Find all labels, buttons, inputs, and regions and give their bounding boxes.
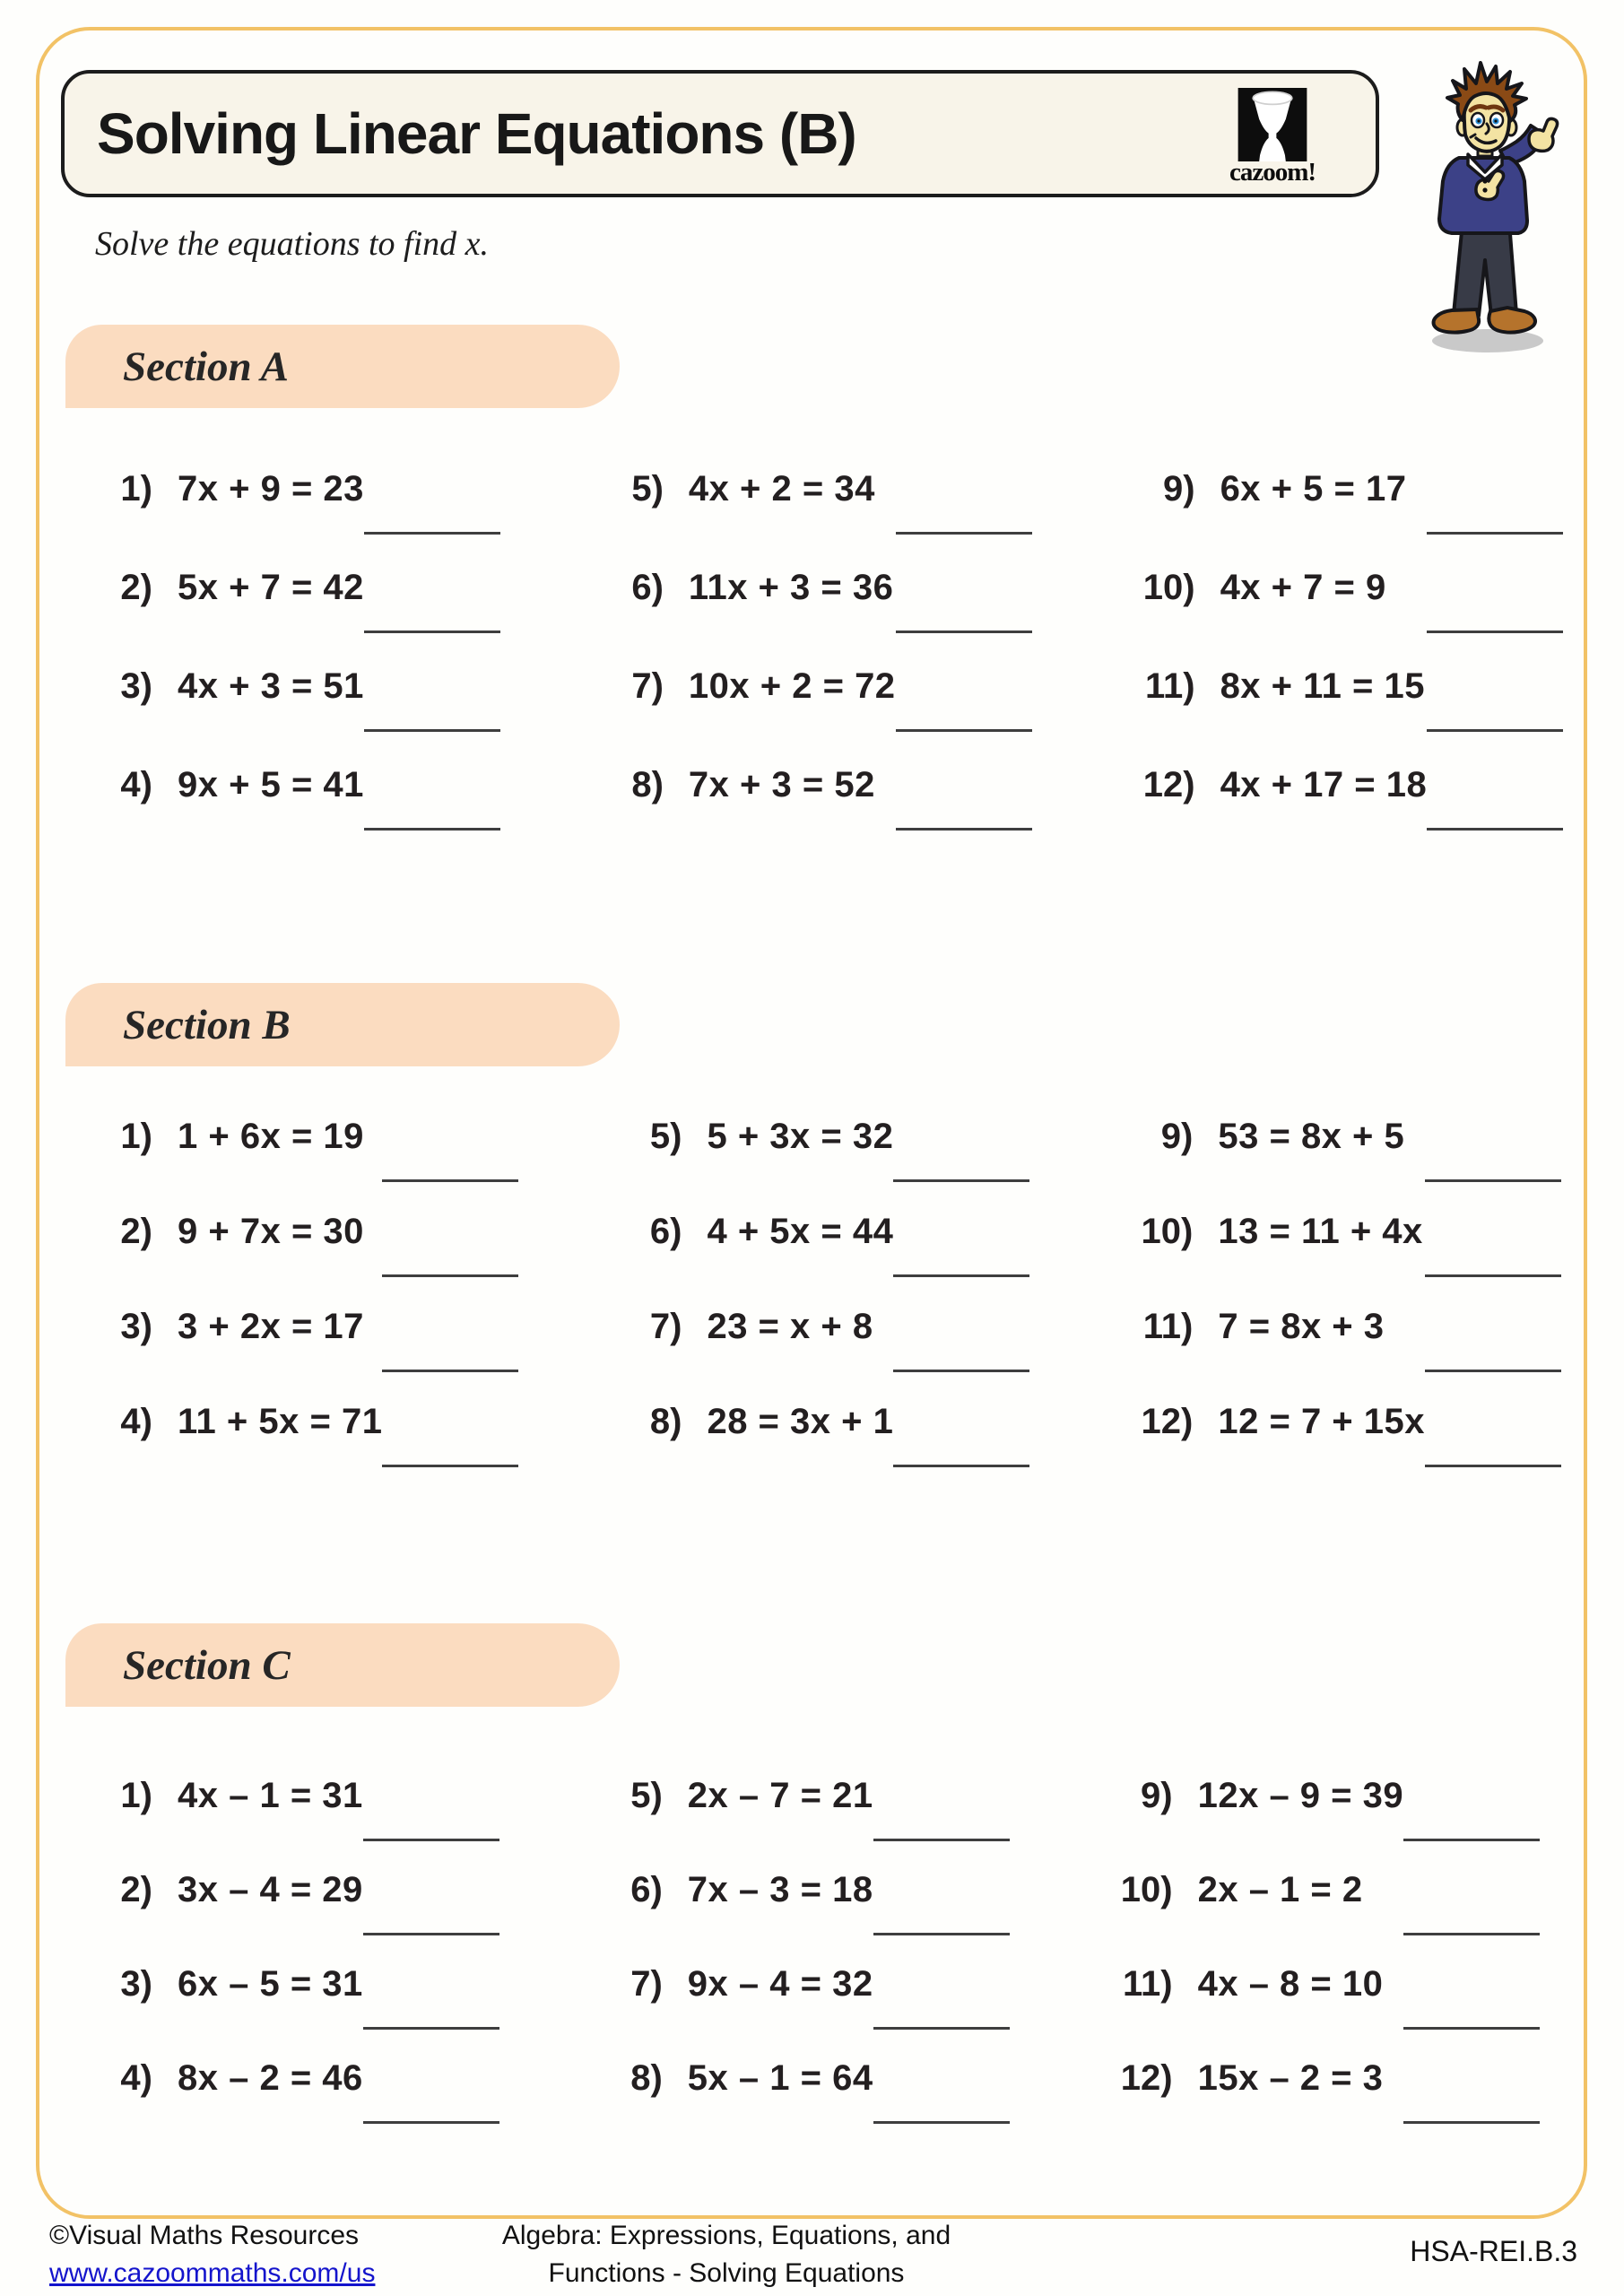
problem-equation: 4x – 8 = 10 xyxy=(1197,1964,1384,2004)
instruction-text: Solve the equations to find x. xyxy=(95,225,490,263)
problem-item xyxy=(610,758,1070,857)
answer-line xyxy=(363,1774,499,1841)
answer-line xyxy=(1403,1868,1540,1935)
problem-number: 2) xyxy=(120,568,152,607)
answer-line xyxy=(364,763,500,831)
title-box xyxy=(61,70,1379,197)
problem-equation: 8x + 11 = 15 xyxy=(1220,666,1426,706)
problem-item xyxy=(1139,1109,1599,1205)
problem-number: 12) xyxy=(1141,1402,1194,1441)
answer-line xyxy=(1425,1210,1561,1277)
problem-equation: 12x – 9 = 39 xyxy=(1197,1776,1404,1815)
problem-item xyxy=(1142,561,1602,659)
problem-number: 5) xyxy=(649,1117,682,1156)
section-b-label: Section B xyxy=(123,1001,291,1048)
answer-line xyxy=(893,1400,1029,1467)
problem-equation: 53 = 8x + 5 xyxy=(1218,1117,1405,1156)
answer-line xyxy=(896,467,1032,535)
problem-equation: 11 + 5x = 71 xyxy=(178,1402,383,1441)
problem-item xyxy=(99,1395,556,1490)
problem-equation: 6x + 5 = 17 xyxy=(1220,469,1407,509)
problem-number: 3) xyxy=(120,1307,152,1346)
problem-item xyxy=(609,2051,1047,2145)
problem-item xyxy=(609,1769,1047,1863)
problem-item xyxy=(628,1205,1067,1300)
answer-line xyxy=(873,1774,1010,1841)
answer-line xyxy=(382,1115,518,1182)
problem-number: 10) xyxy=(1142,568,1195,607)
section-b-header xyxy=(65,983,620,1066)
problem-item xyxy=(609,1957,1047,2051)
problem-item xyxy=(1139,1395,1599,1490)
answer-line xyxy=(1425,1400,1561,1467)
problem-equation: 9x – 4 = 32 xyxy=(687,1964,873,2004)
answer-line xyxy=(1425,1305,1561,1372)
problem-item xyxy=(99,1205,556,1300)
footer-attribution xyxy=(49,2217,375,2292)
problem-item xyxy=(1119,1957,1578,2051)
copyright-text: ©Visual Maths Resources xyxy=(49,2221,360,2250)
problem-item xyxy=(99,462,538,561)
problem-equation: 7x + 3 = 52 xyxy=(688,765,875,804)
problem-item xyxy=(99,561,538,659)
answer-line xyxy=(382,1400,518,1467)
problem-equation: 3x – 4 = 29 xyxy=(178,1870,363,1909)
problem-equation: 5 + 3x = 32 xyxy=(707,1117,894,1156)
section-a-problems xyxy=(99,462,1569,857)
problem-item xyxy=(99,758,538,857)
problem-number: 5) xyxy=(631,469,664,509)
answer-line xyxy=(893,1305,1029,1372)
problem-item xyxy=(610,462,1070,561)
answer-line xyxy=(1427,665,1563,732)
topic-line-1: Algebra: Expressions, Equations, and xyxy=(501,2221,951,2250)
problem-number: 7) xyxy=(631,666,664,706)
problem-equation: 9 + 7x = 30 xyxy=(178,1212,364,1251)
answer-line xyxy=(1427,763,1563,831)
problem-equation: 13 = 11 + 4x xyxy=(1218,1212,1423,1251)
answer-line xyxy=(896,566,1032,633)
answer-line xyxy=(873,1962,1010,2030)
problem-item xyxy=(99,2051,537,2145)
problem-item xyxy=(99,659,538,758)
problem-equation: 4x + 2 = 34 xyxy=(688,469,875,509)
section-a-label: Section A xyxy=(123,343,289,390)
problem-number: 9) xyxy=(1160,1117,1194,1156)
logo-wordmark: cazoom! xyxy=(1229,158,1316,187)
problem-equation: 12 = 7 + 15x xyxy=(1218,1402,1426,1441)
problem-number: 11) xyxy=(1122,1964,1173,2004)
problem-item xyxy=(609,1863,1047,1957)
problem-equation: 7 = 8x + 3 xyxy=(1218,1307,1385,1346)
problem-item xyxy=(1119,1769,1578,1863)
problem-number: 10) xyxy=(1120,1870,1173,1909)
answer-line xyxy=(364,665,500,732)
answer-line xyxy=(873,1868,1010,1935)
answer-line xyxy=(1403,2057,1540,2124)
problem-number: 6) xyxy=(649,1212,682,1251)
answer-line xyxy=(893,1115,1029,1182)
problem-item xyxy=(610,561,1070,659)
problem-equation: 7x – 3 = 18 xyxy=(687,1870,873,1909)
problem-equation: 3 + 2x = 17 xyxy=(178,1307,364,1346)
problem-number: 8) xyxy=(630,2058,663,2098)
problem-equation: 4 + 5x = 44 xyxy=(707,1212,894,1251)
problem-item xyxy=(99,1957,537,2051)
problem-equation: 4x + 3 = 51 xyxy=(178,666,364,706)
answer-line xyxy=(873,2057,1010,2124)
problem-item xyxy=(1119,2051,1578,2145)
problem-number: 3) xyxy=(120,666,152,706)
topic-line-2: Functions - Solving Equations xyxy=(548,2258,905,2288)
problem-number: 8) xyxy=(631,765,664,804)
problem-equation: 2x – 7 = 21 xyxy=(687,1776,873,1815)
section-c-header xyxy=(65,1623,620,1707)
cazoom-website-link[interactable]: www.cazoommaths.com/us xyxy=(49,2258,376,2288)
answer-line xyxy=(364,566,500,633)
problem-equation: 4x + 17 = 18 xyxy=(1220,765,1428,804)
section-a-header xyxy=(65,325,620,408)
problem-equation: 5x + 7 = 42 xyxy=(178,568,364,607)
problem-number: 1) xyxy=(120,469,152,509)
problem-number: 4) xyxy=(120,2058,152,2098)
problem-number: 9) xyxy=(1162,469,1195,509)
problem-equation: 7x + 9 = 23 xyxy=(178,469,364,509)
problem-equation: 1 + 6x = 19 xyxy=(178,1117,364,1156)
answer-line xyxy=(363,2057,499,2124)
answer-line xyxy=(364,467,500,535)
mascot-boy-illustration xyxy=(1399,45,1571,359)
problem-number: 5) xyxy=(630,1776,663,1815)
problem-number: 4) xyxy=(120,765,152,804)
problem-item xyxy=(610,659,1070,758)
problem-equation: 8x – 2 = 46 xyxy=(178,2058,363,2098)
standard-code: HSA-REI.B.3 xyxy=(1410,2235,1577,2267)
answer-line xyxy=(363,1962,499,2030)
answer-line xyxy=(896,763,1032,831)
problem-item xyxy=(628,1109,1067,1205)
problem-item xyxy=(628,1395,1067,1490)
problem-number: 9) xyxy=(1141,1776,1173,1815)
answer-line xyxy=(1403,1774,1540,1841)
problem-number: 11) xyxy=(1144,666,1195,706)
problem-item xyxy=(99,1300,556,1395)
problem-item xyxy=(1142,462,1602,561)
problem-number: 1) xyxy=(120,1776,152,1815)
page-title: Solving Linear Equations (B) xyxy=(97,101,856,166)
footer-topic xyxy=(480,2217,973,2292)
problem-number: 8) xyxy=(649,1402,682,1441)
cazoom-logo xyxy=(1212,88,1333,187)
problem-number: 4) xyxy=(120,1402,152,1441)
problem-equation: 4x + 7 = 9 xyxy=(1220,568,1386,607)
answer-line xyxy=(1427,467,1563,535)
problem-item xyxy=(1139,1205,1599,1300)
drum-icon xyxy=(1233,88,1312,161)
problem-number: 2) xyxy=(120,1212,152,1251)
problem-number: 1) xyxy=(120,1117,152,1156)
problem-number: 12) xyxy=(1142,765,1195,804)
problem-equation: 23 = x + 8 xyxy=(707,1307,873,1346)
answer-line xyxy=(1427,566,1563,633)
answer-line xyxy=(1425,1115,1561,1182)
problem-equation: 5x – 1 = 64 xyxy=(687,2058,873,2098)
problem-number: 3) xyxy=(120,1964,152,2004)
problem-number: 6) xyxy=(631,568,664,607)
problem-item xyxy=(628,1300,1067,1395)
problem-equation: 6x – 5 = 31 xyxy=(178,1964,363,2004)
answer-line xyxy=(382,1305,518,1372)
problem-number: 2) xyxy=(120,1870,152,1909)
problem-item xyxy=(1139,1300,1599,1395)
answer-line xyxy=(382,1210,518,1277)
problem-equation: 2x – 1 = 2 xyxy=(1197,1870,1363,1909)
answer-line xyxy=(896,665,1032,732)
problem-number: 11) xyxy=(1142,1307,1194,1346)
problem-number: 7) xyxy=(649,1307,682,1346)
problem-equation: 9x + 5 = 41 xyxy=(178,765,364,804)
answer-line xyxy=(363,1868,499,1935)
section-c-label: Section C xyxy=(123,1641,291,1689)
problem-number: 6) xyxy=(630,1870,663,1909)
answer-line xyxy=(1403,1962,1540,2030)
problem-equation: 4x – 1 = 31 xyxy=(178,1776,363,1815)
problem-item xyxy=(1142,758,1602,857)
problem-equation: 28 = 3x + 1 xyxy=(707,1402,894,1441)
problem-number: 10) xyxy=(1141,1212,1194,1251)
problem-equation: 10x + 2 = 72 xyxy=(688,666,896,706)
answer-line xyxy=(893,1210,1029,1277)
problem-equation: 11x + 3 = 36 xyxy=(688,568,894,607)
problem-number: 12) xyxy=(1120,2058,1173,2098)
problem-item xyxy=(1119,1863,1578,1957)
section-c-problems xyxy=(99,1769,1569,2145)
problem-number: 7) xyxy=(630,1964,663,2004)
problem-item xyxy=(99,1769,537,1863)
problem-equation: 15x – 2 = 3 xyxy=(1197,2058,1384,2098)
section-b-problems xyxy=(99,1109,1569,1490)
problem-item xyxy=(1142,659,1602,758)
problem-item xyxy=(99,1109,556,1205)
problem-item xyxy=(99,1863,537,1957)
